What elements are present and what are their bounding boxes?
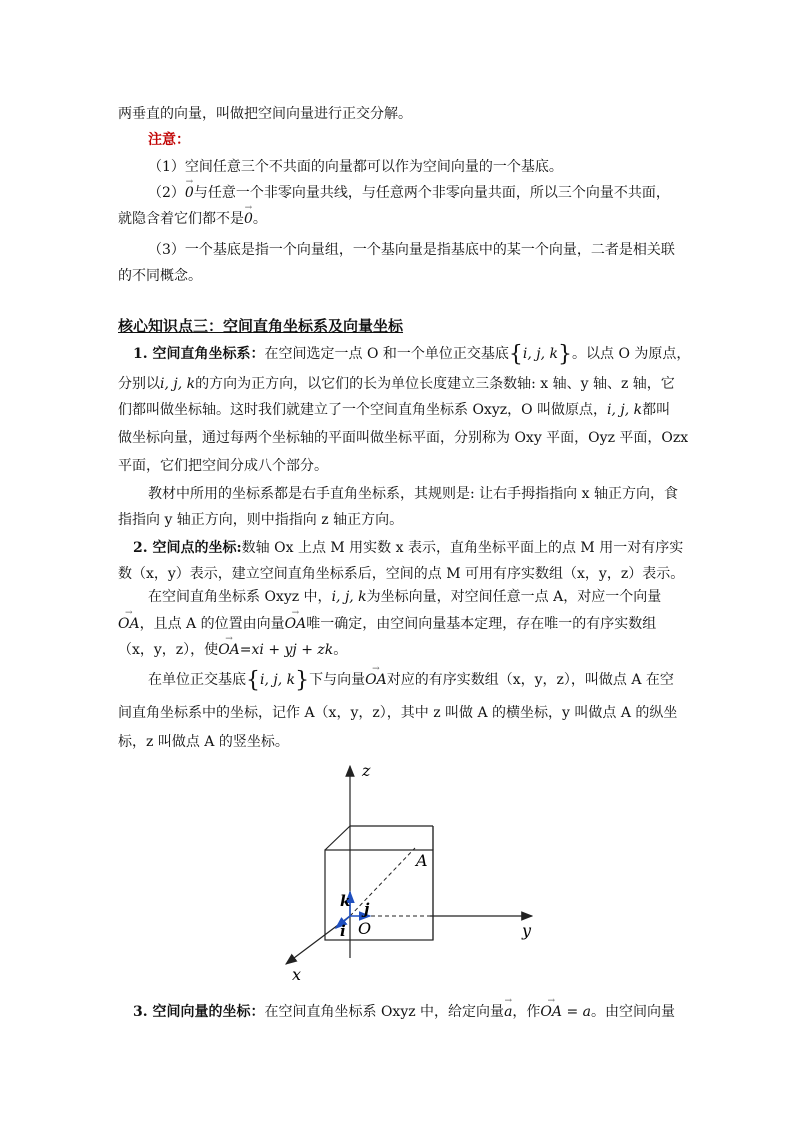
text: 在空间选定一点 O 和一个单位正交基底 xyxy=(264,346,509,362)
paragraph-line: 1. 空间直角坐标系：在空间选定一点 O 和一个单位正交基底{i, j, k}。以点 O 为原点， xyxy=(133,342,691,367)
paragraph-line xyxy=(133,1002,693,1022)
paragraph-line xyxy=(118,640,678,660)
paragraph-line: 标，z 叫做点 A 的竖坐标。 xyxy=(118,734,289,750)
text: 下与向量 xyxy=(309,672,366,688)
basis: i, j, k xyxy=(607,402,643,418)
paragraph-line xyxy=(118,400,678,420)
vector-oa: → OA xyxy=(540,1002,562,1022)
paragraph-line xyxy=(118,374,678,394)
text: 。 xyxy=(333,642,348,658)
text: 的方向为正方向，以它们的长为单位长度建立三条数轴: x 轴、y 轴、z 轴，它 xyxy=(195,376,675,392)
subheading: 3. 空间向量的坐标： xyxy=(133,1004,265,1020)
paragraph-line: 做坐标向量，通过每两个坐标轴的平面叫做坐标平面，分别称为 Oxy 平面，Oyz 平面，Ozx xyxy=(118,430,689,446)
vector-oa: → OA xyxy=(118,614,140,634)
label-O: O xyxy=(358,919,372,938)
text: ，作 xyxy=(512,1004,541,1020)
basis: i, j, k xyxy=(522,346,558,362)
text: 对应的有序实数组（x，y，z），叫做点 A 在空 xyxy=(386,672,674,688)
label-A: A xyxy=(416,851,428,870)
note-item-3-cont: 的不同概念。 xyxy=(118,268,202,284)
text: ，且点 A 的位置由向量 xyxy=(139,616,285,632)
zero-vector: → 0 xyxy=(244,209,253,229)
label-i: i xyxy=(340,922,346,940)
note-text: 与任意一个非零向量共线，与任意两个非零向量共面，所以三个向量不共面， xyxy=(193,185,670,201)
text: 都叫 xyxy=(642,402,671,418)
section-heading: 核心知识点三：空间直角坐标系及向量坐标 xyxy=(118,317,404,335)
text: 在空间直角坐标系 Oxyz 中，给定向量 xyxy=(264,1004,505,1020)
basis: i, j, k xyxy=(331,589,367,605)
basis: i, j, k xyxy=(160,376,196,392)
text: 为坐标向量，对空间任意一点 A，对应一个向量 xyxy=(366,589,662,605)
note-text: 就隐含着它们都不是 xyxy=(118,211,244,227)
text: 数轴 Ox 上点 M 用实数 x 表示，直角坐标平面上的点 M 用一对有序实 xyxy=(241,540,684,556)
label-j: j xyxy=(364,900,370,918)
zero-vector: → 0 xyxy=(185,183,194,203)
text: 。由空间向量 xyxy=(591,1004,675,1020)
equation: = a xyxy=(562,1004,591,1020)
paragraph-line: 教材中所用的坐标系都是右手直角坐标系，其规则是: 让右手拇指指向 x 轴正方向，食 xyxy=(148,486,678,502)
paragraph-line xyxy=(118,614,678,634)
subheading: 2. 空间点的坐标: xyxy=(133,540,242,556)
label-x: x xyxy=(292,965,302,984)
coordinate-cube-figure xyxy=(270,758,550,984)
label-z: z xyxy=(362,761,371,780)
label-y: y xyxy=(522,921,532,940)
note-number: （2） xyxy=(148,185,185,201)
paragraph-line xyxy=(148,587,708,607)
note-item-3: （3）一个基底是指一个向量组，一个基向量是指基底中的某一个向量，二者是相关联 xyxy=(148,242,675,258)
vector-oa-line xyxy=(350,848,415,916)
text: 们都叫做坐标轴。这时我们就建立了一个空间直角坐标系 Oxyz，O 叫做原点， xyxy=(118,402,608,418)
paragraph-line: 平面，它们把空间分成八个部分。 xyxy=(118,458,328,474)
paragraph-line: 指指向 y 轴正方向，则中指指向 z 轴正方向。 xyxy=(118,512,404,528)
subheading: 1. 空间直角坐标系： xyxy=(133,346,265,362)
paragraph-line: 间直角坐标系中的坐标，记作 A（x，y，z），其中 z 叫做 A 的横坐标，y 叫做点 A 的纵坐 xyxy=(118,705,678,721)
label-k: k xyxy=(340,892,351,910)
paragraph-line: 在单位正交基底{i, j, k}下与向量→ OA对应的有序实数组（x，y，z），叫做点 A 在空 xyxy=(148,670,708,691)
paragraph-line xyxy=(133,538,693,558)
vector-oa: → OA xyxy=(218,640,240,660)
text: 唯一确定，由空间向量基本定理，存在唯一的有序实数组 xyxy=(306,616,657,632)
note-title: 注意： xyxy=(148,132,190,148)
vector-oa: → OA xyxy=(285,614,307,634)
note-item-2 xyxy=(148,183,708,203)
vector-oa: → OA xyxy=(365,670,387,690)
note-item-1: （1）空间任意三个不共面的向量都可以作为空间向量的一个基底。 xyxy=(148,159,563,175)
vector-a: → a xyxy=(504,1002,512,1022)
equation: =xi + yj + zk xyxy=(239,642,334,658)
text: 在空间直角坐标系 Oxyz 中， xyxy=(148,589,332,605)
basis: i, j, k xyxy=(260,672,296,688)
note-text: 。 xyxy=(252,211,267,227)
text: 分别以 xyxy=(118,376,160,392)
text-line: 两垂直的向量，叫做把空间向量进行正交分解。 xyxy=(118,106,412,122)
text: 。以点 O 为原点， xyxy=(572,346,691,362)
paragraph-line: 数（x，y）表示，建立空间直角坐标系后，空间的点 M 可用有序实数组（x，y，z）表示。 xyxy=(118,566,685,582)
note-item-2-cont xyxy=(118,209,678,229)
text: （x，y，z），使 xyxy=(118,642,219,658)
text: 在单位正交基底 xyxy=(148,672,246,688)
